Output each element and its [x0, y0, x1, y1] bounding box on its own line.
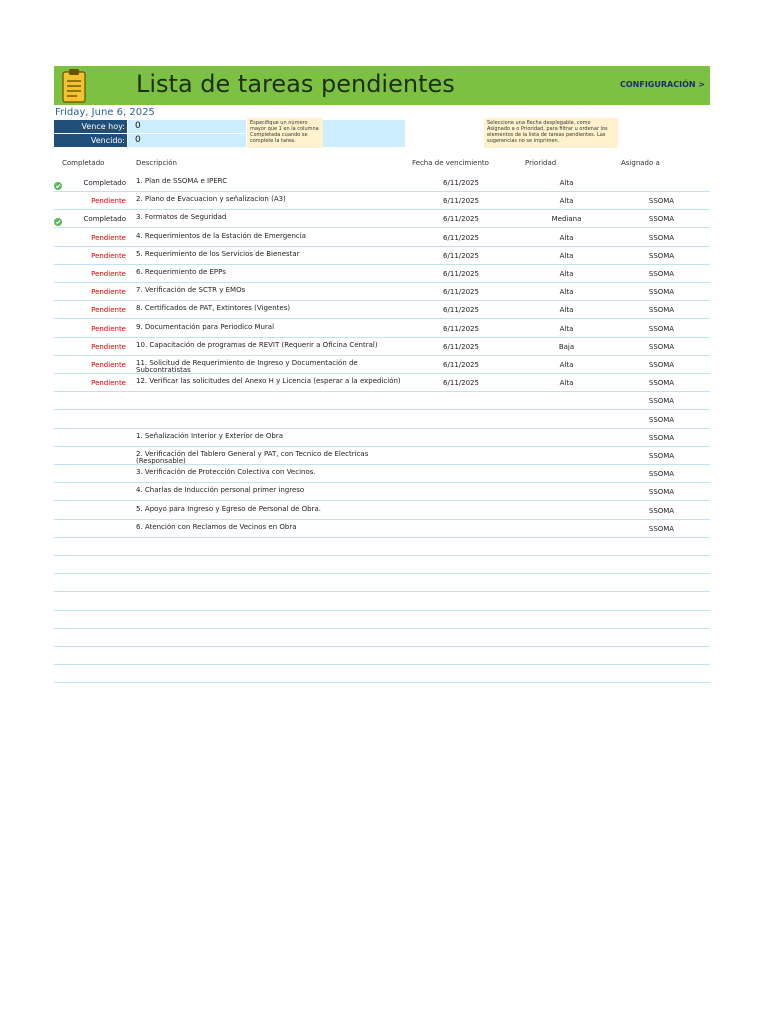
- table-row[interactable]: [54, 356, 710, 374]
- overdue-value: 0: [128, 134, 246, 147]
- assigned-cell[interactable]: SSOMA: [648, 433, 675, 442]
- priority-cell[interactable]: Alta: [559, 379, 574, 388]
- table-row[interactable]: [54, 210, 710, 228]
- table-row[interactable]: [54, 538, 710, 556]
- status-cell[interactable]: Pendiente: [91, 251, 126, 260]
- description-cell[interactable]: 11. Solicitud de Requerimiento de Ingreso y Documentación de Subcontratistas: [136, 359, 358, 374]
- assigned-cell[interactable]: SSOMA: [648, 270, 675, 278]
- table-row[interactable]: [54, 629, 710, 647]
- description-cell[interactable]: 1. Plan de SSOMA e IPERC: [136, 177, 228, 185]
- assigned-cell[interactable]: SSOMA: [648, 488, 675, 497]
- table-row[interactable]: [54, 447, 710, 465]
- status-cell[interactable]: Pendiente: [91, 197, 126, 206]
- due-date-cell[interactable]: 6/11/2025: [443, 306, 479, 315]
- table-row[interactable]: [54, 374, 710, 392]
- table-row[interactable]: [54, 556, 710, 574]
- priority-cell[interactable]: Alta: [559, 288, 574, 297]
- column-header-due-date[interactable]: Fecha de vencimiento: [412, 159, 489, 167]
- status-cell[interactable]: Pendiente: [91, 270, 126, 278]
- assigned-cell[interactable]: SSOMA: [648, 215, 675, 224]
- table-row[interactable]: [54, 502, 710, 520]
- description-cell[interactable]: 5. Apoyo para Ingreso y Egreso de Personal de Obra.: [136, 504, 322, 513]
- table-row[interactable]: [54, 320, 710, 338]
- due-date-cell[interactable]: 6/11/2025: [443, 251, 479, 260]
- page-title: Lista de tareas pendientes: [136, 70, 455, 98]
- table-row[interactable]: [54, 301, 710, 319]
- due-date-cell[interactable]: 6/11/2025: [443, 233, 479, 242]
- table-row[interactable]: [54, 483, 710, 501]
- due-date-cell[interactable]: 6/11/2025: [443, 197, 479, 206]
- priority-cell[interactable]: Alta: [559, 270, 574, 278]
- due-today-label: Vence hoy:: [54, 120, 127, 133]
- table-row[interactable]: [54, 574, 710, 592]
- table-row[interactable]: [54, 392, 710, 410]
- status-cell[interactable]: Pendiente: [91, 324, 126, 333]
- assigned-cell[interactable]: SSOMA: [648, 251, 675, 260]
- table-row[interactable]: [54, 465, 710, 483]
- table-row[interactable]: [54, 229, 710, 247]
- table-row[interactable]: [54, 265, 710, 283]
- column-header-completed[interactable]: Completado: [62, 159, 105, 167]
- priority-cell[interactable]: Alta: [559, 233, 574, 242]
- due-date-cell[interactable]: 6/11/2025: [443, 342, 479, 351]
- due-today-value: 0: [128, 120, 246, 133]
- description-cell[interactable]: 2. Verificación del Tablero General y PAT, con Tecnico de Electricas (Responsable): [136, 450, 369, 465]
- table-row[interactable]: [54, 247, 710, 265]
- table-row[interactable]: [54, 429, 710, 447]
- status-cell[interactable]: Pendiente: [91, 233, 126, 242]
- table-row[interactable]: [54, 338, 710, 356]
- priority-cell[interactable]: Baja: [558, 342, 575, 351]
- due-date-cell[interactable]: 6/11/2025: [443, 179, 479, 187]
- description-cell[interactable]: 3. Verificación de Protección Colectiva con Vecinos.: [136, 468, 316, 477]
- description-cell[interactable]: 12. Verificar las solicitudes del Anexo H y Licencia (esperar a la expedición): [136, 377, 401, 386]
- description-cell[interactable]: 7. Verificación de SCTR y EMOs: [136, 286, 246, 295]
- summary-fill: [323, 120, 405, 147]
- status-cell[interactable]: Pendiente: [91, 361, 126, 369]
- assigned-cell[interactable]: SSOMA: [648, 361, 675, 369]
- table-row[interactable]: [54, 611, 710, 629]
- configuration-link[interactable]: CONFIGURACIÓN >: [620, 80, 706, 89]
- description-cell[interactable]: 6. Atención con Reclamos de Vecinos en Obra: [136, 522, 297, 531]
- description-cell[interactable]: 9. Documentación para Periodico Mural: [136, 322, 275, 331]
- assigned-cell[interactable]: SSOMA: [648, 324, 675, 333]
- description-cell[interactable]: 8. Certificados de PAT, Extintores (Vigentes): [136, 304, 291, 313]
- due-date-cell[interactable]: 6/11/2025: [443, 361, 479, 369]
- status-cell[interactable]: Completado: [83, 179, 126, 187]
- status-cell[interactable]: Pendiente: [91, 288, 126, 297]
- description-cell[interactable]: 4. Charlas de Inducción personal primer ingreso: [136, 486, 305, 495]
- description-cell[interactable]: 10. Capacitación de programas de REVIT (Requerir a Oficina Central): [136, 340, 378, 349]
- due-date-cell[interactable]: 6/11/2025: [443, 324, 479, 333]
- description-cell[interactable]: 4. Requerimientos de la Estación de Emergencia: [136, 231, 306, 240]
- table-row[interactable]: [54, 520, 710, 538]
- status-cell[interactable]: Pendiente: [91, 342, 126, 351]
- table-row[interactable]: [54, 283, 710, 301]
- due-date-cell[interactable]: 6/11/2025: [443, 288, 479, 297]
- assigned-cell[interactable]: SSOMA: [648, 342, 675, 351]
- assigned-cell[interactable]: SSOMA: [648, 306, 675, 315]
- status-cell[interactable]: Completado: [83, 215, 126, 224]
- description-cell[interactable]: 3. Formatos de Seguridad: [136, 213, 227, 222]
- status-cell[interactable]: Pendiente: [91, 306, 126, 315]
- description-cell[interactable]: 5. Requerimiento de los Servicios de Bienestar: [136, 249, 300, 258]
- description-cell[interactable]: 2. Plano de Evacuacion y señalizacion (A3): [136, 195, 286, 204]
- priority-cell[interactable]: Alta: [559, 324, 574, 333]
- clipboard-icon: [58, 68, 92, 104]
- table-row[interactable]: [54, 411, 710, 429]
- table-row[interactable]: [54, 174, 710, 192]
- priority-cell[interactable]: Alta: [559, 197, 574, 206]
- due-date-cell[interactable]: 6/11/2025: [443, 215, 479, 224]
- column-header-priority[interactable]: Prioridad: [525, 159, 557, 167]
- table-row[interactable]: [54, 192, 710, 210]
- assigned-cell[interactable]: SSOMA: [648, 470, 675, 479]
- due-date-cell[interactable]: 6/11/2025: [443, 270, 479, 278]
- assigned-cell[interactable]: SSOMA: [648, 397, 675, 406]
- assigned-cell[interactable]: SSOMA: [648, 288, 675, 297]
- table-row[interactable]: [54, 665, 710, 683]
- assigned-cell[interactable]: SSOMA: [648, 197, 675, 206]
- column-header-description[interactable]: Descripción: [136, 159, 177, 167]
- priority-cell[interactable]: Alta: [559, 251, 574, 260]
- assigned-cell[interactable]: SSOMA: [648, 524, 675, 533]
- table-row[interactable]: [54, 593, 710, 611]
- tip-note-completed: Especifique un número mayor que 1 en la columna Completada cuando se complete la tarea.: [247, 118, 323, 148]
- assigned-cell[interactable]: SSOMA: [648, 506, 675, 515]
- assigned-cell[interactable]: SSOMA: [648, 415, 675, 424]
- priority-cell[interactable]: Mediana: [551, 215, 582, 224]
- assigned-cell[interactable]: SSOMA: [648, 379, 675, 388]
- tip-note-filter: Seleccione una flecha desplegable, como Asignado a o Prioridad, para filtrar u ordenar los elementos de la lista de tareas pendientes. Las sugerencias no se imprimen.: [484, 118, 618, 148]
- due-date-cell[interactable]: 6/11/2025: [443, 379, 479, 388]
- description-cell[interactable]: 6. Requerimiento de EPPs: [136, 268, 226, 276]
- priority-cell[interactable]: Alta: [559, 179, 574, 187]
- assigned-cell[interactable]: SSOMA: [648, 452, 675, 460]
- priority-cell[interactable]: Alta: [559, 361, 574, 369]
- description-cell[interactable]: 1. Señalización Interior y Exterior de Obra: [136, 431, 284, 440]
- column-header-assigned[interactable]: Asignado a: [621, 159, 660, 167]
- current-date: Friday, June 6, 2025: [55, 107, 155, 118]
- priority-cell[interactable]: Alta: [559, 306, 574, 315]
- status-cell[interactable]: Pendiente: [91, 379, 126, 388]
- overdue-label: Vencido:: [54, 134, 127, 147]
- table-row[interactable]: [54, 647, 710, 665]
- assigned-cell[interactable]: SSOMA: [648, 233, 675, 242]
